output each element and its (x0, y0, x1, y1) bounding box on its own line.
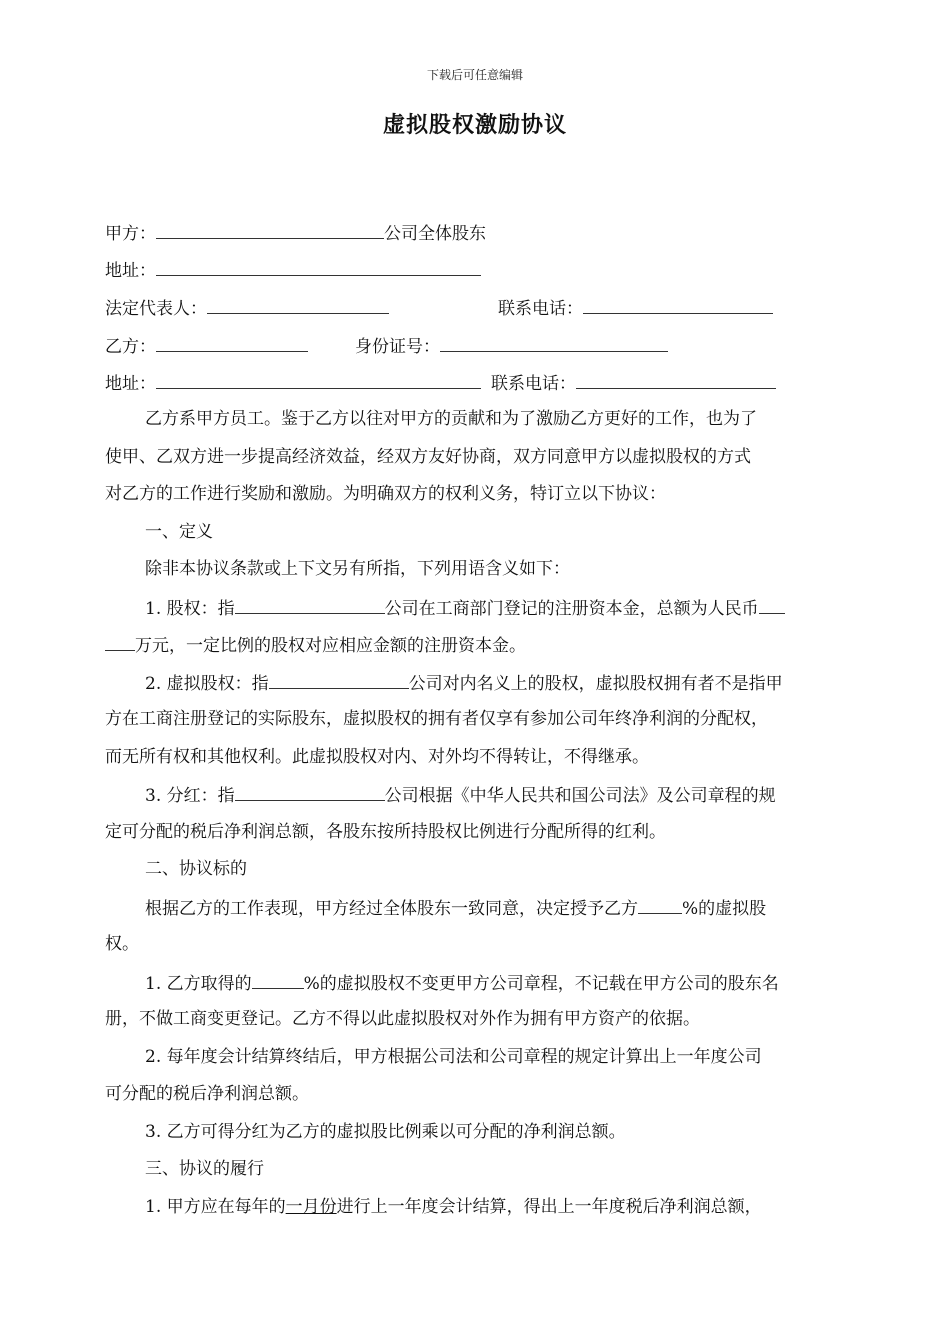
section-2-lead-text: 根据乙方的工作表现，甲方经过全体股东一致同意，决定授予乙方 (145, 899, 638, 919)
section-2-lead (145, 895, 766, 921)
legal-rep-phone (498, 295, 773, 321)
party-b-blank (156, 333, 308, 352)
def-2-line-3: 而无所有权和其他权利。此虚拟股权对内、对外均不得转让，不得继承。 (105, 747, 649, 767)
def-3-prefix: 3. 分红：指 (145, 786, 235, 806)
legal-rep-label: 法定代表人： (105, 299, 207, 319)
party-a-line (105, 220, 486, 246)
address-a-line (105, 257, 481, 283)
def-1-tail: 万元，一定比例的股权对应相应金额的注册资本金。 (135, 636, 526, 656)
def-3-line-1 (145, 782, 776, 808)
section-2-lead-post: %的虚拟股 (682, 899, 767, 919)
legal-rep-phone-label: 联系电话： (498, 299, 583, 319)
clause-3-1-prefix: 1. 甲方应在每年的 (145, 1197, 286, 1217)
party-b-id-blank (440, 333, 668, 352)
intro-line-1: 乙方系甲方员工。鉴于乙方以往对甲方的贡献和为了激励乙方更好的工作，也为了 (145, 409, 757, 429)
clause-2-1-prefix: 1. 乙方取得的 (145, 974, 252, 994)
clause-2-1-line-2: 册，不做工商变更登记。乙方不得以此虚拟股权对外作为拥有甲方资产的依据。 (105, 1009, 700, 1029)
legal-rep-blank (207, 295, 389, 314)
clause-3-1-post: 进行上一年度会计结算，得出上一年度税后净利润总额， (336, 1197, 762, 1217)
section-2-lead-line-2: 权。 (105, 934, 139, 954)
clause-2-2-line-1: 2. 每年度会计结算终结后，甲方根据公司法和公司章程的规定计算出上一年度公司 (145, 1047, 762, 1067)
party-a-blank (156, 220, 384, 239)
address-a-label: 地址： (105, 261, 156, 281)
def-3-blank (235, 782, 385, 801)
clause-2-3: 3. 乙方可得分红为乙方的虚拟股比例乘以可分配的净利润总额。 (145, 1122, 626, 1142)
section-2-heading: 二、协议标的 (145, 859, 247, 879)
def-1-line-1 (145, 595, 785, 621)
def-2-line-1 (145, 670, 783, 696)
def-2-line-2: 方在工商注册登记的实际股东，虚拟股权的拥有者仅享有参加公司年终净利润的分配权， (105, 709, 768, 729)
section-1-lead: 除非本协议条款或上下文另有所指，下列用语含义如下： (145, 559, 570, 579)
def-1-amount-blank-b (105, 632, 135, 651)
clause-2-1-mid: %的虚拟股权不变更甲方公司章程，不记载在甲方公司的股东名 (303, 974, 779, 994)
header-note: 下载后可任意编辑 (426, 68, 523, 82)
section-3-heading: 三、协议的履行 (145, 1159, 264, 1179)
address-b-label: 地址： (105, 374, 156, 394)
def-1-blank (235, 595, 385, 614)
def-1-prefix: 1. 股权：指 (145, 599, 235, 619)
party-a-suffix: 公司全体股东 (384, 224, 486, 244)
party-a-label: 甲方： (105, 224, 156, 244)
def-1-line-2 (105, 632, 526, 658)
def-1-amount-blank-a (759, 595, 785, 614)
page-title: 虚拟股权激励协议 (382, 112, 567, 138)
clause-2-1-blank (252, 970, 304, 989)
def-1-mid: 公司在工商部门登记的注册资本金，总额为人民币 (384, 599, 759, 619)
party-b-id (355, 333, 668, 359)
clause-2-1-line-1 (145, 970, 779, 996)
address-b-blank (156, 370, 481, 389)
address-b-line (105, 370, 776, 396)
address-b-phone-label: 联系电话： (491, 374, 576, 394)
party-b-label: 乙方： (105, 337, 156, 357)
intro-line-2: 使甲、乙双方进一步提高经济效益，经双方友好协商，双方同意甲方以虚拟股权的方式 (105, 447, 751, 467)
def-2-blank (269, 670, 409, 689)
clause-3-1-month: 一月份 (285, 1197, 337, 1217)
party-b-id-label: 身份证号： (355, 337, 440, 357)
def-3-line-2: 定可分配的税后净利润总额，各股东按所持股权比例进行分配所得的红利。 (105, 822, 666, 842)
legal-rep-phone-blank (583, 295, 773, 314)
def-3-mid: 公司根据《中华人民共和国公司法》及公司章程的规 (384, 786, 776, 806)
grant-percent-blank (638, 895, 682, 914)
clause-2-2-line-2: 可分配的税后净利润总额。 (105, 1084, 309, 1104)
def-2-prefix: 2. 虚拟股权：指 (145, 674, 269, 694)
address-b-phone-blank (576, 370, 776, 389)
section-1-heading: 一、定义 (145, 522, 213, 542)
legal-rep-line (105, 295, 389, 321)
party-b-line (105, 333, 308, 359)
intro-line-3: 对乙方的工作进行奖励和激励。为明确双方的权利义务，特订立以下协议： (105, 484, 666, 504)
def-2-mid: 公司对内名义上的股权，虚拟股权拥有者不是指甲 (408, 674, 783, 694)
clause-3-1-line-1 (145, 1195, 762, 1219)
address-a-blank (156, 257, 481, 276)
